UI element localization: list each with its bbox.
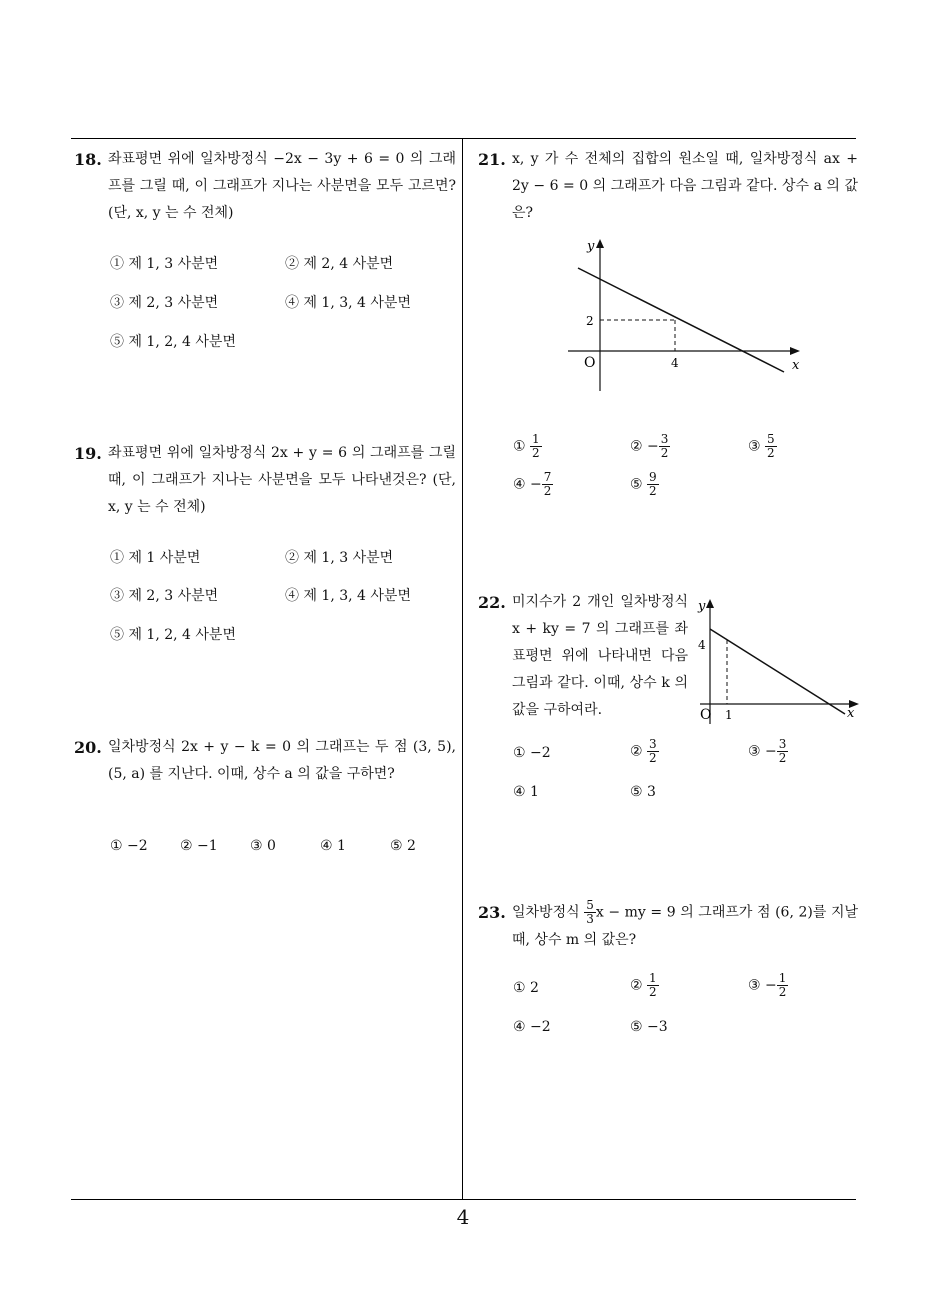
y-axis-label: y [587, 239, 595, 254]
fraction: $\frac{3}{2}$ [649, 737, 657, 765]
question-number: 22. [478, 593, 506, 612]
question-number: 19. [74, 444, 102, 463]
x-axis-label: x [847, 706, 855, 721]
q18-choice-2[interactable]: ② 제 2, 4 사분면 [285, 256, 394, 272]
fraction: $\frac{1}{2}$ [778, 971, 787, 999]
q22-choice-1[interactable]: ① −2 [513, 745, 551, 761]
q21-choice-5[interactable]: ⑤ $\frac{9}{2}$ [630, 470, 657, 498]
x-tick-label: 4 [671, 356, 679, 370]
q21-choice-4[interactable]: ④ − $\frac{7}{2}$ [513, 470, 552, 498]
q18-choice-4[interactable]: ④ 제 1, 3, 4 사분면 [285, 295, 411, 311]
graph-line [710, 629, 845, 714]
fraction: $\frac{9}{2}$ [649, 470, 657, 498]
question-18 [74, 146, 456, 227]
q21-choice-3[interactable]: ③ $\frac{5}{2}$ [748, 432, 775, 460]
question-19 [74, 440, 456, 521]
origin-label: O [584, 355, 596, 371]
page-number: 4 [456, 1205, 470, 1229]
top-rule [71, 138, 856, 139]
q19-choice-1[interactable]: ① 제 1 사분면 [110, 550, 201, 566]
q21-choice-2[interactable]: ② − $\frac{3}{2}$ [630, 432, 669, 460]
q21-graph [560, 236, 820, 396]
origin-label: O [700, 707, 712, 723]
question-text: 좌표평면 위에 일차방정식 2x + y = 6 의 그래프를 그릴 때, 이 그래프가 지나는 사분면을 모두 나타낸것은? (단, x, y 는 수 전체) [108, 445, 456, 515]
fraction: $\frac{5}{2}$ [767, 432, 775, 460]
fraction: $\frac{5}{3}$ [586, 898, 594, 926]
y-axis-arrow [596, 239, 604, 248]
q19-choice-5[interactable]: ⑤ 제 1, 2, 4 사분면 [110, 627, 236, 643]
q22-choice-3[interactable]: ③ − $\frac{3}{2}$ [748, 737, 787, 765]
q20-choice-1[interactable]: ① −2 [110, 838, 148, 854]
question-text: 미지수가 2 개인 일차방정식 x + ky = 7 의 그래프를 좌표평면 위에 나타내면 다음 그림과 같다. 이때, 상수 k 의 값을 구하여라. [512, 594, 688, 718]
x-tick-label: 1 [725, 708, 733, 722]
fraction: $\frac{7}{2}$ [543, 470, 552, 498]
question-number: 18. [74, 150, 102, 169]
question-number: 20. [74, 738, 102, 757]
bottom-rule [71, 1199, 856, 1200]
x-axis-arrow [790, 347, 800, 355]
q20-choice-4[interactable]: ④ 1 [320, 838, 346, 854]
q23-choice-3[interactable]: ③ − $\frac{1}{2}$ [748, 971, 787, 999]
y-axis-arrow [706, 599, 714, 608]
question-text: 좌표평면 위에 일차방정식 −2x − 3y + 6 = 0 의 그래프를 그릴 때, 이 그래프가 지나는 사분면을 모두 고르면? (단, x, y 는 수 전체) [108, 151, 456, 221]
q21-choice-1[interactable]: ① $\frac{1}{2}$ [513, 432, 540, 460]
fraction: $\frac{3}{2}$ [778, 737, 787, 765]
fraction: $\frac{1}{2}$ [649, 971, 657, 999]
y-tick-label: 2 [586, 314, 594, 328]
q22-choice-5[interactable]: ⑤ 3 [630, 784, 656, 800]
q18-choice-1[interactable]: ① 제 1, 3 사분면 [110, 256, 219, 272]
question-number: 21. [478, 150, 506, 169]
x-axis-label: x [792, 358, 800, 373]
question-text: x, y 가 수 전체의 집합의 원소일 때, 일차방정식 ax + 2y − 6 = 0 의 그래프가 다음 그림과 같다. 상수 a 의 값은? [512, 151, 858, 221]
y-tick-label: 4 [698, 638, 706, 652]
q19-choice-2[interactable]: ② 제 1, 3 사분면 [285, 550, 394, 566]
column-divider [462, 138, 463, 1200]
q19-choice-3[interactable]: ③ 제 2, 3 사분면 [110, 588, 219, 604]
question-number: 23. [478, 903, 506, 922]
q19-choice-4[interactable]: ④ 제 1, 3, 4 사분면 [285, 588, 411, 604]
q20-choice-3[interactable]: ③ 0 [250, 838, 276, 854]
question-20 [74, 734, 456, 788]
q18-choice-3[interactable]: ③ 제 2, 3 사분면 [110, 295, 219, 311]
question-text: 일차방정식 2x + y − k = 0 의 그래프는 두 점 (3, 5), (5, a) 를 지난다. 이때, 상수 a 의 값을 구하면? [108, 739, 456, 782]
q20-choice-2[interactable]: ② −1 [180, 838, 218, 854]
q23-choice-2[interactable]: ② $\frac{1}{2}$ [630, 971, 657, 999]
q23-choice-1[interactable]: ① 2 [513, 980, 539, 996]
fraction: $\frac{3}{2}$ [660, 432, 669, 460]
q22-choice-2[interactable]: ② $\frac{3}{2}$ [630, 737, 657, 765]
question-23 [478, 899, 858, 954]
q20-choice-5[interactable]: ⑤ 2 [390, 838, 416, 854]
q23-choice-4[interactable]: ④ −2 [513, 1019, 551, 1035]
question-text: 일차방정식 $\frac{5}{3}$ x − my = 9 의 그래프가 점 (6, 2)를 지날 때, 상수 m 의 값은? [512, 898, 859, 948]
question-21 [478, 146, 858, 227]
q22-choice-4[interactable]: ④ 1 [513, 784, 539, 800]
fraction: $\frac{1}{2}$ [532, 432, 540, 460]
q18-choice-5[interactable]: ⑤ 제 1, 2, 4 사분면 [110, 334, 236, 350]
question-22 [478, 589, 688, 724]
y-axis-label: y [698, 599, 706, 614]
q23-choice-5[interactable]: ⑤ −3 [630, 1019, 668, 1035]
q22-graph [695, 596, 865, 726]
